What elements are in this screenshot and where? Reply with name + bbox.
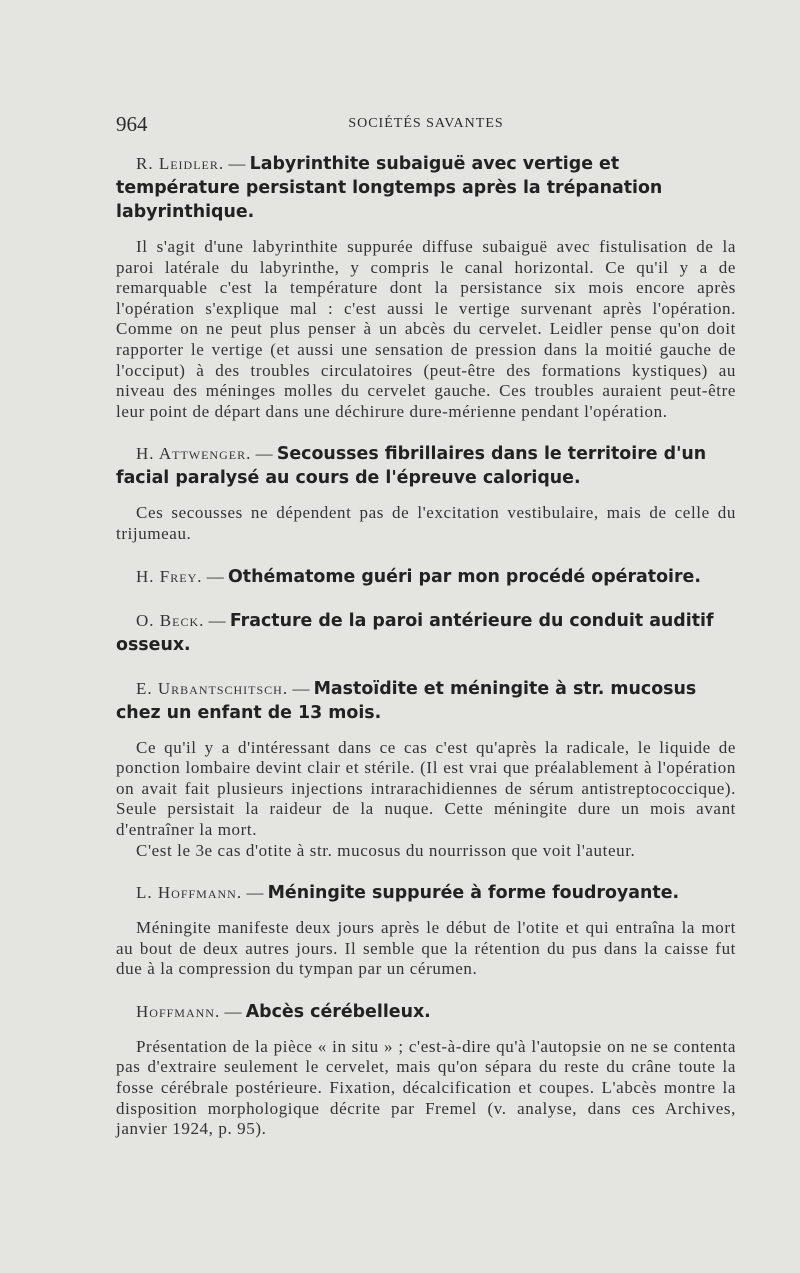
entry-paragraph: Il s'agit d'une labyrinthite suppurée diffuse subaiguë avec fistulisation de la paroi latérale du labyrinthe, y compris le canal horizontal. Ce qu'il y a de remarquable c'est la température dont la persistance six mois encore après l'opération s'explique mal : c'est aussi le vertige survenant après l'opération. Comme on ne peut plus penser à un abcès du cervelet. Leidler pense qu'on doit rapporter le vertige (et aussi une sensation de pression dans la moitié gauche de l'occiput) à des troubles circulatoires (peut-être des formations kystiques) au niveau des méninges molles du cervelet gauche. Ces troubles auraient peut-être leur point de départ dans une déchirure dure-mérienne pendant l'opération. [116,237,736,421]
dash: — [220,1001,246,1021]
entry-title: Secousses fibrillaires dans le territoire d'un facial paralysé au cours de l'épreuve calorique. [116,444,707,489]
author-name: O. Beck. [136,610,205,630]
entry-hoffmann-meningite [116,881,736,980]
author-name: Hoffmann. [136,1001,221,1021]
entry-heading [116,677,736,725]
author-name: L. Hoffmann. [136,883,243,903]
author-name: R. Leidler. [136,154,225,173]
entry-frey [116,565,736,589]
entry-attwenger [116,442,736,544]
entry-paragraph: Présentation de la pièce « in situ » ; c'est-à-dire qu'à l'autopsie on ne se contenta pas d'extraire seulement le cervelet, mais qu'on sépara du reste du crâne toute la fosse cérébrale postérieure. Fixation, décalcification et coupes. L'abcès montre la disposition morphologique décrite par Fremel (v. analyse, dans ces Archives, janvier 1924, p. 95). [116,1036,736,1139]
entry-title: Méningite suppurée à forme foudroyante. [267,883,680,904]
section-title: SOCIÉTÉS SAVANTES [348,116,504,131]
entry-heading [116,565,736,589]
page-number: 964 [116,112,148,136]
entry-beck [116,609,736,657]
entry-title: Abcès cérébelleux. [245,1001,431,1022]
entry-paragraph: Ces secousses ne dépendent pas de l'excitation vestibulaire, mais de celle du trijumeau. [116,503,736,543]
entry-title: Othématome guéri par mon procédé opératoire. [227,566,701,587]
entry-title: Labyrinthite subaiguë avec vertige et température persistant longtemps après la trépanation labyrinthique. [116,154,663,222]
author-name: H. Attwenger. [136,444,252,464]
dash: — [202,566,228,586]
dash: — [204,610,230,630]
author-name: E. Urbantschitsch. [136,678,289,698]
author-name: H. Frey. [136,566,203,586]
entry-heading [116,1000,736,1024]
entry-urbantschitsch [116,677,736,862]
entry-heading [116,442,736,490]
entry-paragraph: Méningite manifeste deux jours après le début de l'otite et qui entraîna la mort au bout de deux autres jours. Il semble que la rétention du pus dans la caisse fut due à la compression du tympan par un cérumen. [116,918,736,979]
entry-title: Fracture de la paroi antérieure du conduit auditif osseux. [116,610,714,655]
entry-hoffmann-abces [116,1000,736,1140]
dash: — [288,678,314,698]
entry-paragraph: Ce qu'il y a d'intéressant dans ce cas c'est qu'après la radicale, le liquide de ponction lombaire devint clair et stérile. (Il est vrai que préalablement à l'opération on avait fait plusieurs injections intrarachidiennes de sérum antistreptococcique). Seule persistait la raideur de la nuque. Cette méningite dure un mois avant d'entraîner la mort. [116,737,736,839]
entry-title: Mastoïdite et méningite à str. mucosus chez un enfant de 13 mois. [116,678,697,723]
article-column [116,152,736,1140]
entry-leidler [116,152,736,422]
running-head [116,112,736,136]
entry-heading [116,881,736,905]
dash: — [224,154,250,173]
dash: — [242,883,268,903]
dash: — [251,444,277,464]
entry-heading [116,609,736,657]
entry-paragraph: C'est le 3e cas d'otite à str. mucosus du nourrisson que voit l'auteur. [136,840,636,860]
entry-heading [116,152,736,224]
